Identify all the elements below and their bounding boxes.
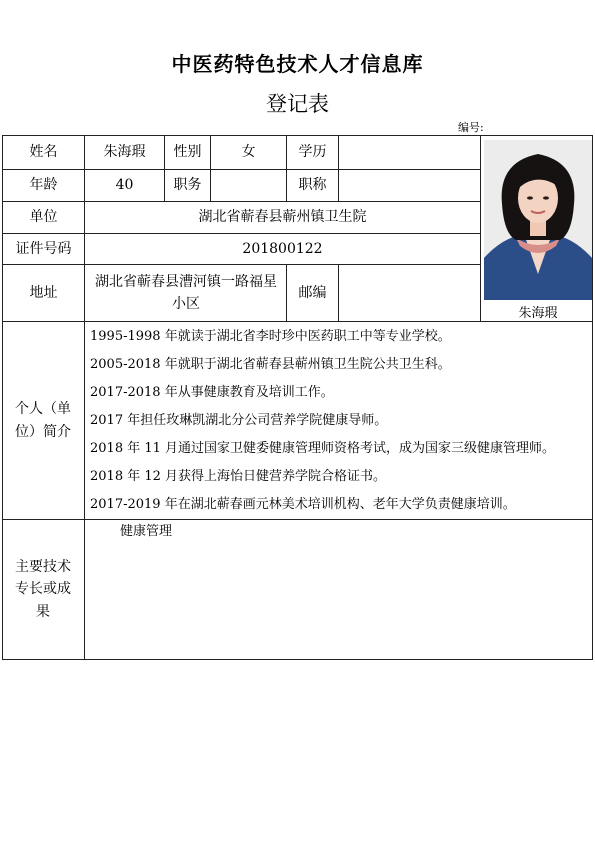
position-value — [211, 170, 286, 201]
postcode-value — [339, 265, 480, 321]
col-divider — [480, 135, 481, 322]
name-label: 姓名 — [29, 144, 58, 161]
id-value: 201800122 — [242, 240, 323, 257]
unit-label: 单位 — [29, 209, 58, 226]
page-title: 中医药特色技术人才信息库 — [171, 52, 424, 76]
intro-line: 2017 年担任玫琳凯湖北分公司营养学院健康导师。 — [90, 413, 388, 428]
gender-value: 女 — [241, 144, 256, 161]
id-label: 证件号码 — [15, 240, 72, 257]
page-subtitle: 登记表 — [266, 92, 329, 116]
education-label: 学历 — [298, 144, 327, 161]
table-border-bottom — [2, 659, 593, 660]
age-label: 年龄 — [29, 177, 58, 194]
serial-number-label: 编号: — [458, 121, 484, 134]
intro-text — [90, 323, 592, 519]
intro-line: 2017-2018 年从事健康教育及培训工作。 — [90, 385, 334, 400]
photo-caption: 朱海瑕 — [518, 306, 558, 321]
expertise-label: 主要技术专长或成果 — [15, 558, 71, 620]
position-label: 职务 — [173, 177, 202, 194]
title-value — [339, 170, 480, 201]
intro-line: 2018 年 11 月通过国家卫健委健康管理师资格考试，成为国家三级健康管理师。 — [90, 441, 556, 456]
intro-line: 2017-2019 年在湖北蕲春画元林美术培训机构、老年大学负责健康培训。 — [90, 497, 516, 512]
portrait-photo — [484, 140, 592, 300]
intro-line: 1995-1998 年就读于湖北省李时珍中医药职工中等专业学校。 — [90, 329, 451, 344]
expertise-value: 健康管理 — [120, 524, 173, 539]
address-value: 湖北省蕲春县漕河镇一路福星小区 — [95, 273, 277, 312]
intro-label: 个人（单位）简介 — [15, 401, 71, 440]
unit-value: 湖北省蕲春县蕲州镇卫生院 — [198, 209, 367, 226]
address-label: 地址 — [29, 284, 58, 301]
intro-line: 2018 年 12 月获得上海怡日健营养学院合格证书。 — [90, 469, 387, 484]
intro-line: 2005-2018 年就职于湖北省蕲春县蕲州镇卫生院公共卫生科。 — [90, 357, 451, 372]
table-border-right — [592, 135, 593, 660]
age-value: 40 — [115, 177, 134, 194]
education-value — [339, 136, 480, 169]
postcode-label: 邮编 — [298, 284, 327, 301]
title-label: 职称 — [298, 177, 327, 194]
row-divider — [2, 321, 593, 322]
person-portrait-icon — [484, 140, 592, 300]
gender-label: 性别 — [173, 144, 202, 161]
name-value: 朱海瑕 — [103, 144, 146, 161]
row-divider — [2, 519, 593, 520]
